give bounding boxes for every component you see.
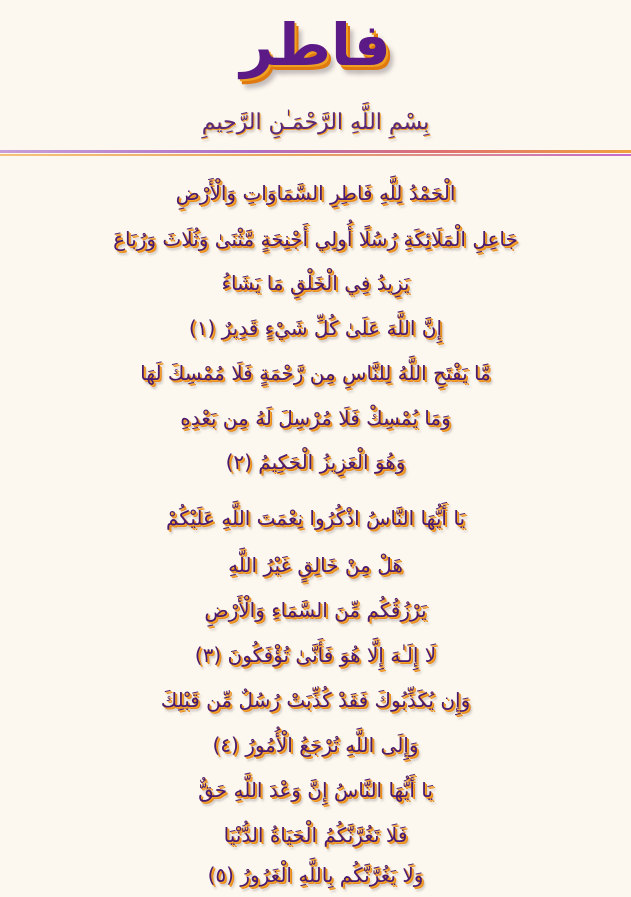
divider-bar-top	[0, 150, 631, 153]
verse-line: مَّا يَفْتَحِ اللَّهُ لِلنَّاسِ مِن رَّحْمَةٍ فَلَا مُمْسِكَ لَهَا	[140, 361, 491, 385]
verse-line: الْحَمْدُ لِلَّهِ فَاطِرِ السَّمَاوَاتِ وَالْأَرْضِ	[175, 181, 456, 205]
surah-title: فاطر	[240, 11, 391, 79]
verse-line: يَزِيدُ فِي الْخَلْقِ مَا يَشَاءُ	[221, 271, 410, 295]
verse-line: وَإِن يُكَذِّبُوكَ فَقَدْ كُذِّبَتْ رُسُلٌ مِّن قَبْلِكَ	[160, 688, 471, 712]
verse-line: جَاعِلِ الْمَلَائِكَةِ رُسُلًا أُولِي أَجْنِحَةٍ مَّثْنَىٰ وَثُلَاثَ وَرُبَاعَ	[113, 227, 518, 251]
verse-line: لَا إِلَـٰهَ إِلَّا هُوَ فَأَنَّىٰ تُؤْفَكُونَ (٣)	[194, 643, 437, 667]
divider-bar-bottom	[0, 154, 631, 156]
verse-line: فَلَا تَغُرَّنَّكُمُ الْحَيَاةُ الدُّنْيَا	[223, 823, 408, 847]
verse-line: وَإِلَى اللَّهِ تُرْجَعُ الْأُمُورُ (٤)	[212, 733, 419, 757]
verse-line: يَرْزُقُكُم مِّنَ السَّمَاءِ وَالْأَرْضِ	[204, 598, 427, 622]
verse-line: وَلَا يَغُرَّنَّكُم بِاللَّهِ الْغَرُورُ (٥)	[207, 863, 424, 887]
basmala: بِسْمِ اللَّهِ الرَّحْمَـٰنِ الرَّحِيمِ	[201, 110, 430, 135]
verse-line: وَهُوَ الْعَزِيزُ الْحَكِيمُ (٢)	[225, 450, 406, 474]
verse-line: هَلْ مِنْ خَالِقٍ غَيْرُ اللَّهِ	[228, 553, 403, 577]
verse-line: يَا أَيُّهَا النَّاسُ اذْكُرُوا نِعْمَتَ اللَّهِ عَلَيْكُمْ	[165, 506, 466, 530]
verse-line: إِنَّ اللَّهَ عَلَىٰ كُلِّ شَيْءٍ قَدِيرٌ (١)	[188, 316, 443, 340]
divider	[0, 150, 631, 157]
verse-line: وَمَا يُمْسِكْ فَلَا مُرْسِلَ لَهُ مِن بَعْدِهِ	[180, 406, 451, 430]
verse-line: يَا أَيُّهَا النَّاسُ إِنَّ وَعْدَ اللَّهِ حَقٌّ	[198, 778, 433, 802]
